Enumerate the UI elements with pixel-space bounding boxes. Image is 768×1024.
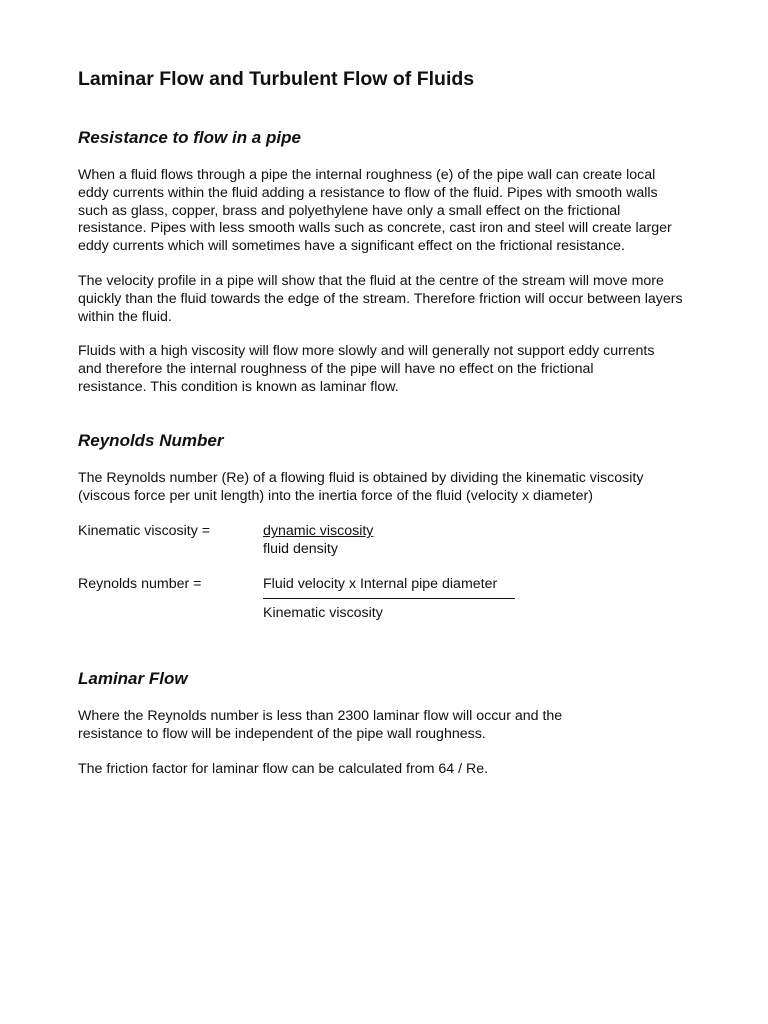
paragraph-resistance-3: Fluids with a high viscosity will flow more slowly and will generally not support eddy currents and therefore the internal roughness of the pipe will have no effect on the frictional resistance. This condition is known as laminar flow. (78, 343, 655, 395)
paragraph-reynolds-1: The Reynolds number (Re) of a flowing fluid is obtained by dividing the kinematic viscosity (viscous force per unit length) into the inertia force of the fluid (velocity x diameter) (78, 469, 644, 504)
paragraph-resistance-1: When a fluid flows through a pipe the internal roughness (e) of the pipe wall can create local eddy currents within the fluid adding a resistance to flow of the fluid. Pipes with smooth walls such as glass, copper, brass and polyethylene have only a small effect on the frictional resistance. Pipes with less smooth walls such as concrete, cast iron and steel will create larger eddy currents which will sometimes have a significant effect on the frictional resistance. (78, 167, 672, 255)
formula-kinematic-viscosity (78, 523, 698, 559)
section-heading-laminar: Laminar Flow (78, 669, 188, 689)
formula-numerator: dynamic viscosity (263, 523, 374, 540)
section-heading-reynolds: Reynolds Number (78, 430, 224, 450)
document-content (78, 66, 698, 779)
fraction-rule (263, 598, 515, 599)
paragraph-laminar-2: The friction factor for laminar flow can be calculated from 64 / Re. (78, 760, 489, 777)
document-title: Laminar Flow and Turbulent Flow of Fluids (78, 68, 475, 90)
paragraph-laminar-1: Where the Reynolds number is less than 2300 laminar flow will occur and the resistance to flow will be independent of the pipe wall roughness. (78, 708, 563, 743)
paragraph-resistance-2: The velocity profile in a pipe will show that the fluid at the centre of the stream will move more quickly than the fluid towards the edge of the stream. Therefore friction will occur between layers within the fluid. (78, 272, 683, 325)
formula-numerator: Fluid velocity x Internal pipe diameter (263, 576, 498, 593)
formula-denominator: Kinematic viscosity (263, 605, 383, 622)
formula-label: Reynolds number = (78, 576, 202, 593)
section-heading-resistance: Resistance to flow in a pipe (78, 128, 301, 147)
formula-label: Kinematic viscosity = (78, 523, 211, 540)
formula-denominator: fluid density (263, 541, 338, 558)
formula-reynolds-number (78, 576, 698, 623)
